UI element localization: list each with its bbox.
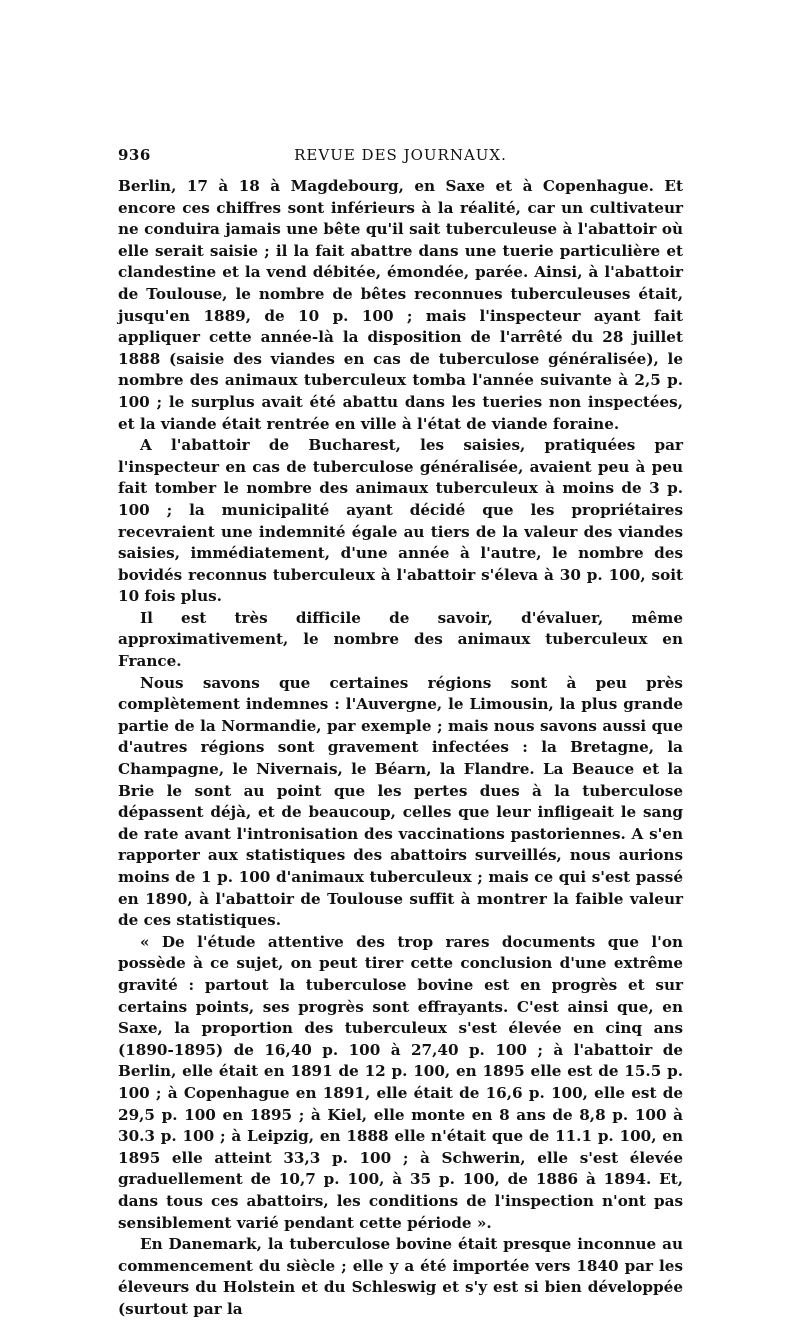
running-head: [118, 146, 683, 176]
paragraph-4: Nous savons que certaines régions sont à peu près complètement indemnes : l'Auvergne, le Limousin, la plus grande partie de la Normandie, par exemple ; mais nous savons aussi que d'autres régions sont gravement infectées : la Bretagne, la Champagne, le Nivernais, le Béarn, la Flandre. La Beauce et la Brie le sont au point que les pertes dues à la tuberculose dépassent déjà, et de beaucoup, celles que leur infligeait le sang de rate avant l'intronisation des vaccinations pastoriennes. A s'en rapporter aux statistiques des abattoirs surveillés, nous aurions moins de 1 p. 100 d'animaux tuberculeux ; mais ce qui s'est passé en 1890, à l'abattoir de Toulouse suffit à montrer la faible valeur de ces statistiques.: [118, 673, 683, 930]
paragraph-5-quotation: « De l'étude attentive des trop rares documents que l'on possède à ce sujet, on peut tirer cette conclusion d'une extrême gravité : partout la tuberculose bovine est en progrès et sur certains points, ses progrès sont effrayants. C'est ainsi que, en Saxe, la proportion des tuberculeux s'est élevée en cinq ans (1890-1895) de 16,40 p. 100 à 27,40 p. 100 ; à l'abattoir de Berlin, elle était en 1891 de 12 p. 100, en 1895 elle est de 15.5 p. 100 ; à Copenhague en 1891, elle était de 16,6 p. 100, elle est de 29,5 p. 100 en 1895 ; à Kiel, elle monte en 8 ans de 8,8 p. 100 à 30.3 p. 100 ; à Leipzig, en 1888 elle n'était que de 11.1 p. 100, en 1895 elle atteint 33,3 p. 100 ; à Schwerin, elle s'est élevée graduellement de 10,7 p. 100, à 35 p. 100, de 1886 à 1894. Et, dans tous ces abattoirs, les conditions de l'inspection n'ont pas sensiblement varié pendant cette période ».: [118, 932, 683, 1232]
page-number: 936: [118, 146, 151, 164]
paragraph-2: A l'abattoir de Bucharest, les saisies, pratiquées par l'inspecteur en cas de tuberculose généralisée, avaient peu à peu fait tomber le nombre des animaux tuberculeux à moins de 3 p. 100 ; la municipalité ayant décidé que les propriétaires recevraient une indemnité égale au tiers de la valeur des viandes saisies, immédiatement, d'une année à l'autre, le nombre des bovidés reconnus tuberculeux à l'abattoir s'éleva à 30 p. 100, soit 10 fois plus.: [118, 436, 683, 606]
paragraph-6: En Danemark, la tuberculose bovine était presque inconnue au commencement du siècle ; elle y a été importée vers 1840 par les éleveurs du Holstein et du Schleswig et s'y est si bien développée (surtout par la: [118, 1235, 683, 1318]
journal-title: REVUE DES JOURNAUX.: [294, 146, 507, 164]
paragraph-3: Il est très difficile de savoir, d'évaluer, même approximativement, le nombre des animaux tuberculeux en France.: [118, 608, 683, 671]
book-page: [118, 146, 683, 1320]
paragraph-1: Berlin, 17 à 18 à Magdebourg, en Saxe et à Copenhague. Et encore ces chiffres sont inférieurs à la réalité, car un cultivateur ne conduira jamais une bête qu'il sait tuberculeuse à l'abattoir où elle serait saisie ; il la fait abattre dans une tuerie particulière et clandestine et la vend débitée, émondée, parée. Ainsi, à l'abattoir de Toulouse, le nombre de bêtes reconnues tuberculeuses était, jusqu'en 1889, de 10 p. 100 ; mais l'inspecteur ayant fait appliquer cette année-là la disposition de l'arrêté du 28 juillet 1888 (saisie des viandes en cas de tuberculose généralisée), le nombre des animaux tuberculeux tomba l'année suivante à 2,5 p. 100 ; le surplus avait été abattu dans les tueries non inspectées, et la viande était rentrée en ville à l'état de viande foraine.: [118, 177, 683, 433]
article-body: [118, 176, 683, 1320]
